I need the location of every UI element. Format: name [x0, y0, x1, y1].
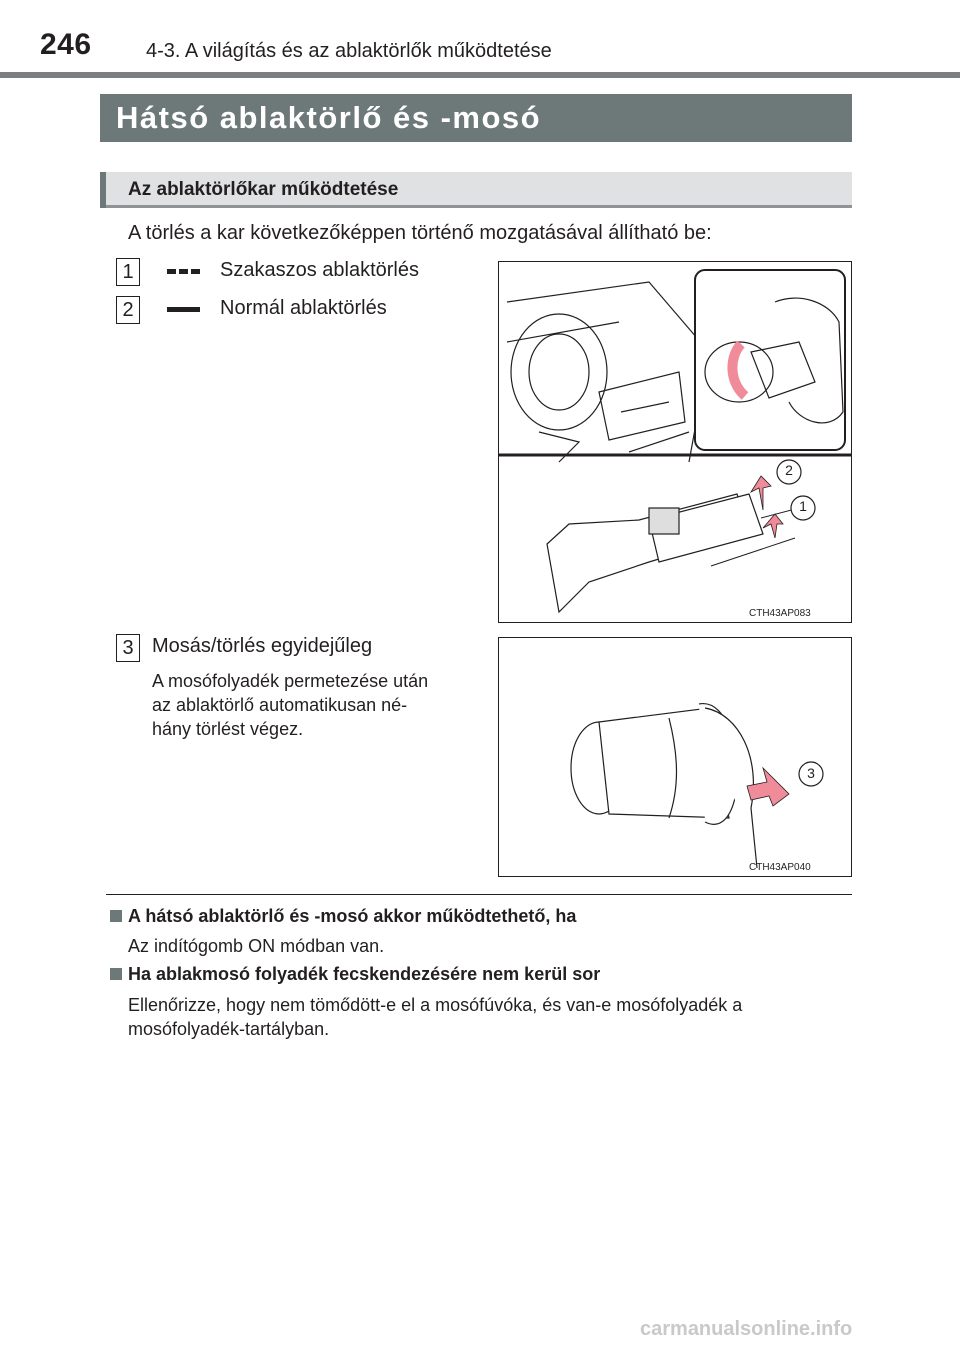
- note-body-line: mosófolyadék-tartályban.: [128, 1019, 330, 1039]
- note-body-line: Ellenőrizze, hogy nem tömődött-e el a mosófúvóka, és van-e mosófolyadék a: [128, 995, 743, 1015]
- figure-wiper-lever: [498, 261, 852, 623]
- subsection-title: Az ablaktörlőkar működtetése: [128, 179, 399, 200]
- desc-line: az ablaktörlő automatikusan né-: [152, 695, 408, 715]
- item-number-2: 2: [116, 296, 140, 324]
- intermittent-symbol-icon: [166, 264, 202, 278]
- figure-code: CTH43AP083: [749, 608, 811, 619]
- desc-line: A mosófolyadék permetezése után: [152, 671, 429, 691]
- subsection-accent: [100, 172, 106, 208]
- callout-2: 2: [785, 462, 793, 478]
- note-heading-2: Ha ablakmosó folyadék fecskendezésére nem kerül sor: [128, 964, 601, 984]
- callout-1: 1: [799, 498, 807, 514]
- item-label-2: Normál ablaktörlés: [220, 297, 387, 319]
- item-label-1: Szakaszos ablaktörlés: [220, 259, 419, 281]
- note-body-1: Az indítógomb ON módban van.: [128, 936, 385, 956]
- callout-3: 3: [807, 765, 815, 781]
- washer-lever-illustration: [499, 638, 851, 876]
- item-number-1: 1: [116, 258, 140, 286]
- notes-separator: [106, 894, 852, 895]
- running-title: 4-3. A világítás és az ablaktörlők működtetése: [146, 40, 552, 62]
- normal-wipe-symbol-icon: [166, 302, 202, 316]
- intro-text: A törlés a kar következőképpen történő mozgatásával állítható be:: [128, 222, 712, 244]
- item-number-3: 3: [116, 634, 140, 662]
- figure-code: CTH43AP040: [749, 862, 811, 873]
- item-description-3: [152, 669, 478, 741]
- item-label-3: Mosás/törlés egyidejűleg: [152, 635, 373, 657]
- header-rule: [0, 72, 960, 78]
- note-body-2: [128, 993, 848, 1041]
- page-number: 246: [40, 28, 92, 61]
- bullet-square-icon: [110, 910, 122, 922]
- wiper-lever-illustration: [499, 262, 851, 622]
- figure-washer-lever: [498, 637, 852, 877]
- bullet-square-icon: [110, 968, 122, 980]
- desc-line: hány törlést végez.: [152, 719, 304, 739]
- note-heading-1: A hátsó ablaktörlő és -mosó akkor működtethető, ha: [128, 906, 577, 926]
- section-title: Hátsó ablaktörlő és -mosó: [116, 100, 542, 135]
- watermark: carmanualsonline.info: [640, 1318, 853, 1340]
